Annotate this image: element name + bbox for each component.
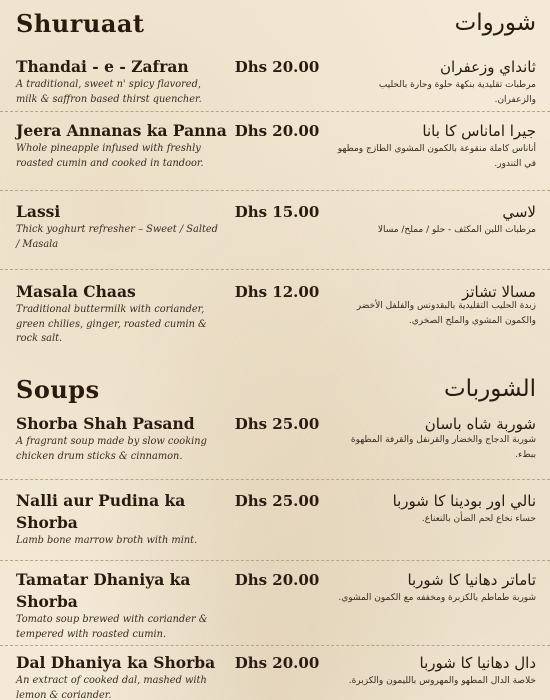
menu-item bbox=[0, 490, 550, 552]
item-name: Tamatar Dhaniya ka Shorba bbox=[16, 570, 191, 611]
divider bbox=[0, 190, 550, 191]
item-description: Traditional buttermilk with coriander, green chilies, ginger, roasted cumin & rock salt. bbox=[16, 304, 207, 344]
item-price: Dhs 15.00 bbox=[234, 203, 320, 221]
item-name: Masala Chaas bbox=[16, 282, 136, 301]
item-name-arabic: ثانداي وزعفران bbox=[440, 58, 536, 76]
menu-item bbox=[0, 120, 550, 180]
menu-item bbox=[0, 281, 550, 349]
item-description-arabic: مرطبات اللبن المكثف - حلو / مملح/ مسالا bbox=[377, 225, 536, 235]
item-description-arabic: أناناس كاملة منقوعة بالكمون المشوي الطازج ومطهو في التندور. bbox=[337, 144, 536, 169]
item-description-arabic: شوربة الدجاج والخضار والقرنفل والقرفة المطهوة ببطء. bbox=[350, 435, 536, 460]
item-description: An extract of cooked dal, mashed with lemon & coriander. bbox=[16, 675, 207, 700]
item-name-arabic: لاسي bbox=[502, 203, 536, 221]
divider bbox=[0, 269, 550, 270]
item-name-arabic: جيرا اماناس كا بانا bbox=[422, 122, 536, 140]
item-description: Lamb bone marrow broth with mint. bbox=[16, 535, 198, 546]
item-name-arabic: دال دهانيا كا شوربا bbox=[419, 654, 536, 672]
item-name: Dal Dhaniya ka Shorba bbox=[16, 653, 216, 672]
item-price: Dhs 12.00 bbox=[234, 283, 320, 301]
section-title: Shuruaat bbox=[16, 8, 145, 38]
item-description-arabic: خلاصة الدال المطهو والمهروس بالليمون والكزبرة. bbox=[348, 676, 536, 686]
item-description: Whole pineapple infused with freshly roasted cumin and cooked in tandoor. bbox=[16, 143, 204, 169]
item-name: Lassi bbox=[16, 202, 61, 221]
section-title-arabic: شوروات bbox=[454, 10, 536, 36]
section-title-arabic: الشوربات bbox=[444, 376, 536, 402]
item-price: Dhs 25.00 bbox=[234, 492, 320, 510]
divider bbox=[0, 111, 550, 112]
item-name-arabic: نالي اور بودينا كا شوربا bbox=[392, 492, 536, 510]
item-description-arabic: حساء نخاع لحم الضأن بالنعناع. bbox=[421, 514, 536, 524]
section-header-shuruaat bbox=[0, 6, 550, 40]
item-description: Thick yoghurt refresher – Sweet / Salted / Masala bbox=[16, 224, 218, 250]
item-description-arabic: شوربة طماطم بالكزبرة ومخففه مع الكمون المشوي. bbox=[338, 593, 536, 603]
item-description-arabic: مرطبات تقليدية بنكهة حلوة وحارة بالحليب والزعفران. bbox=[378, 80, 536, 105]
item-price: Dhs 20.00 bbox=[234, 571, 320, 589]
item-price: Dhs 25.00 bbox=[234, 415, 320, 433]
item-name-arabic: شوربة شاه باسان bbox=[424, 415, 536, 433]
menu-item bbox=[0, 201, 550, 259]
menu-item bbox=[0, 652, 550, 700]
item-description: Tomato soup brewed with coriander & tempered with roasted cumin. bbox=[16, 614, 208, 640]
item-name: Jeera Annanas ka Panna bbox=[16, 121, 227, 140]
item-description: A fragrant soup made by slow cooking chicken drum sticks & cinnamon. bbox=[16, 436, 207, 462]
section-header-soups bbox=[0, 372, 550, 406]
divider bbox=[0, 560, 550, 561]
item-name: Thandai - e - Zafran bbox=[16, 57, 189, 76]
menu-item bbox=[0, 413, 550, 475]
item-name-arabic: تاماتر دهانيا كا شوربا bbox=[407, 571, 536, 589]
item-name: Nalli aur Pudina ka Shorba bbox=[16, 491, 186, 532]
item-name: Shorba Shah Pasand bbox=[16, 414, 195, 433]
divider bbox=[0, 479, 550, 480]
divider bbox=[0, 645, 550, 646]
menu-item bbox=[0, 56, 550, 114]
item-description-arabic: زبدة الحليب التقليدية بالبقدونس والفلفل الأخضر والكمون المشوي والملح الصخري. bbox=[356, 301, 536, 326]
item-price: Dhs 20.00 bbox=[234, 58, 320, 76]
item-name-arabic: مسالا تشاتز bbox=[462, 283, 536, 301]
item-price: Dhs 20.00 bbox=[234, 122, 320, 140]
section-title: Soups bbox=[16, 374, 100, 404]
menu-item bbox=[0, 569, 550, 641]
item-description: A traditional, sweet n' spicy flavored, milk & saffron based thirst quencher. bbox=[16, 79, 202, 105]
item-price: Dhs 20.00 bbox=[234, 654, 320, 672]
